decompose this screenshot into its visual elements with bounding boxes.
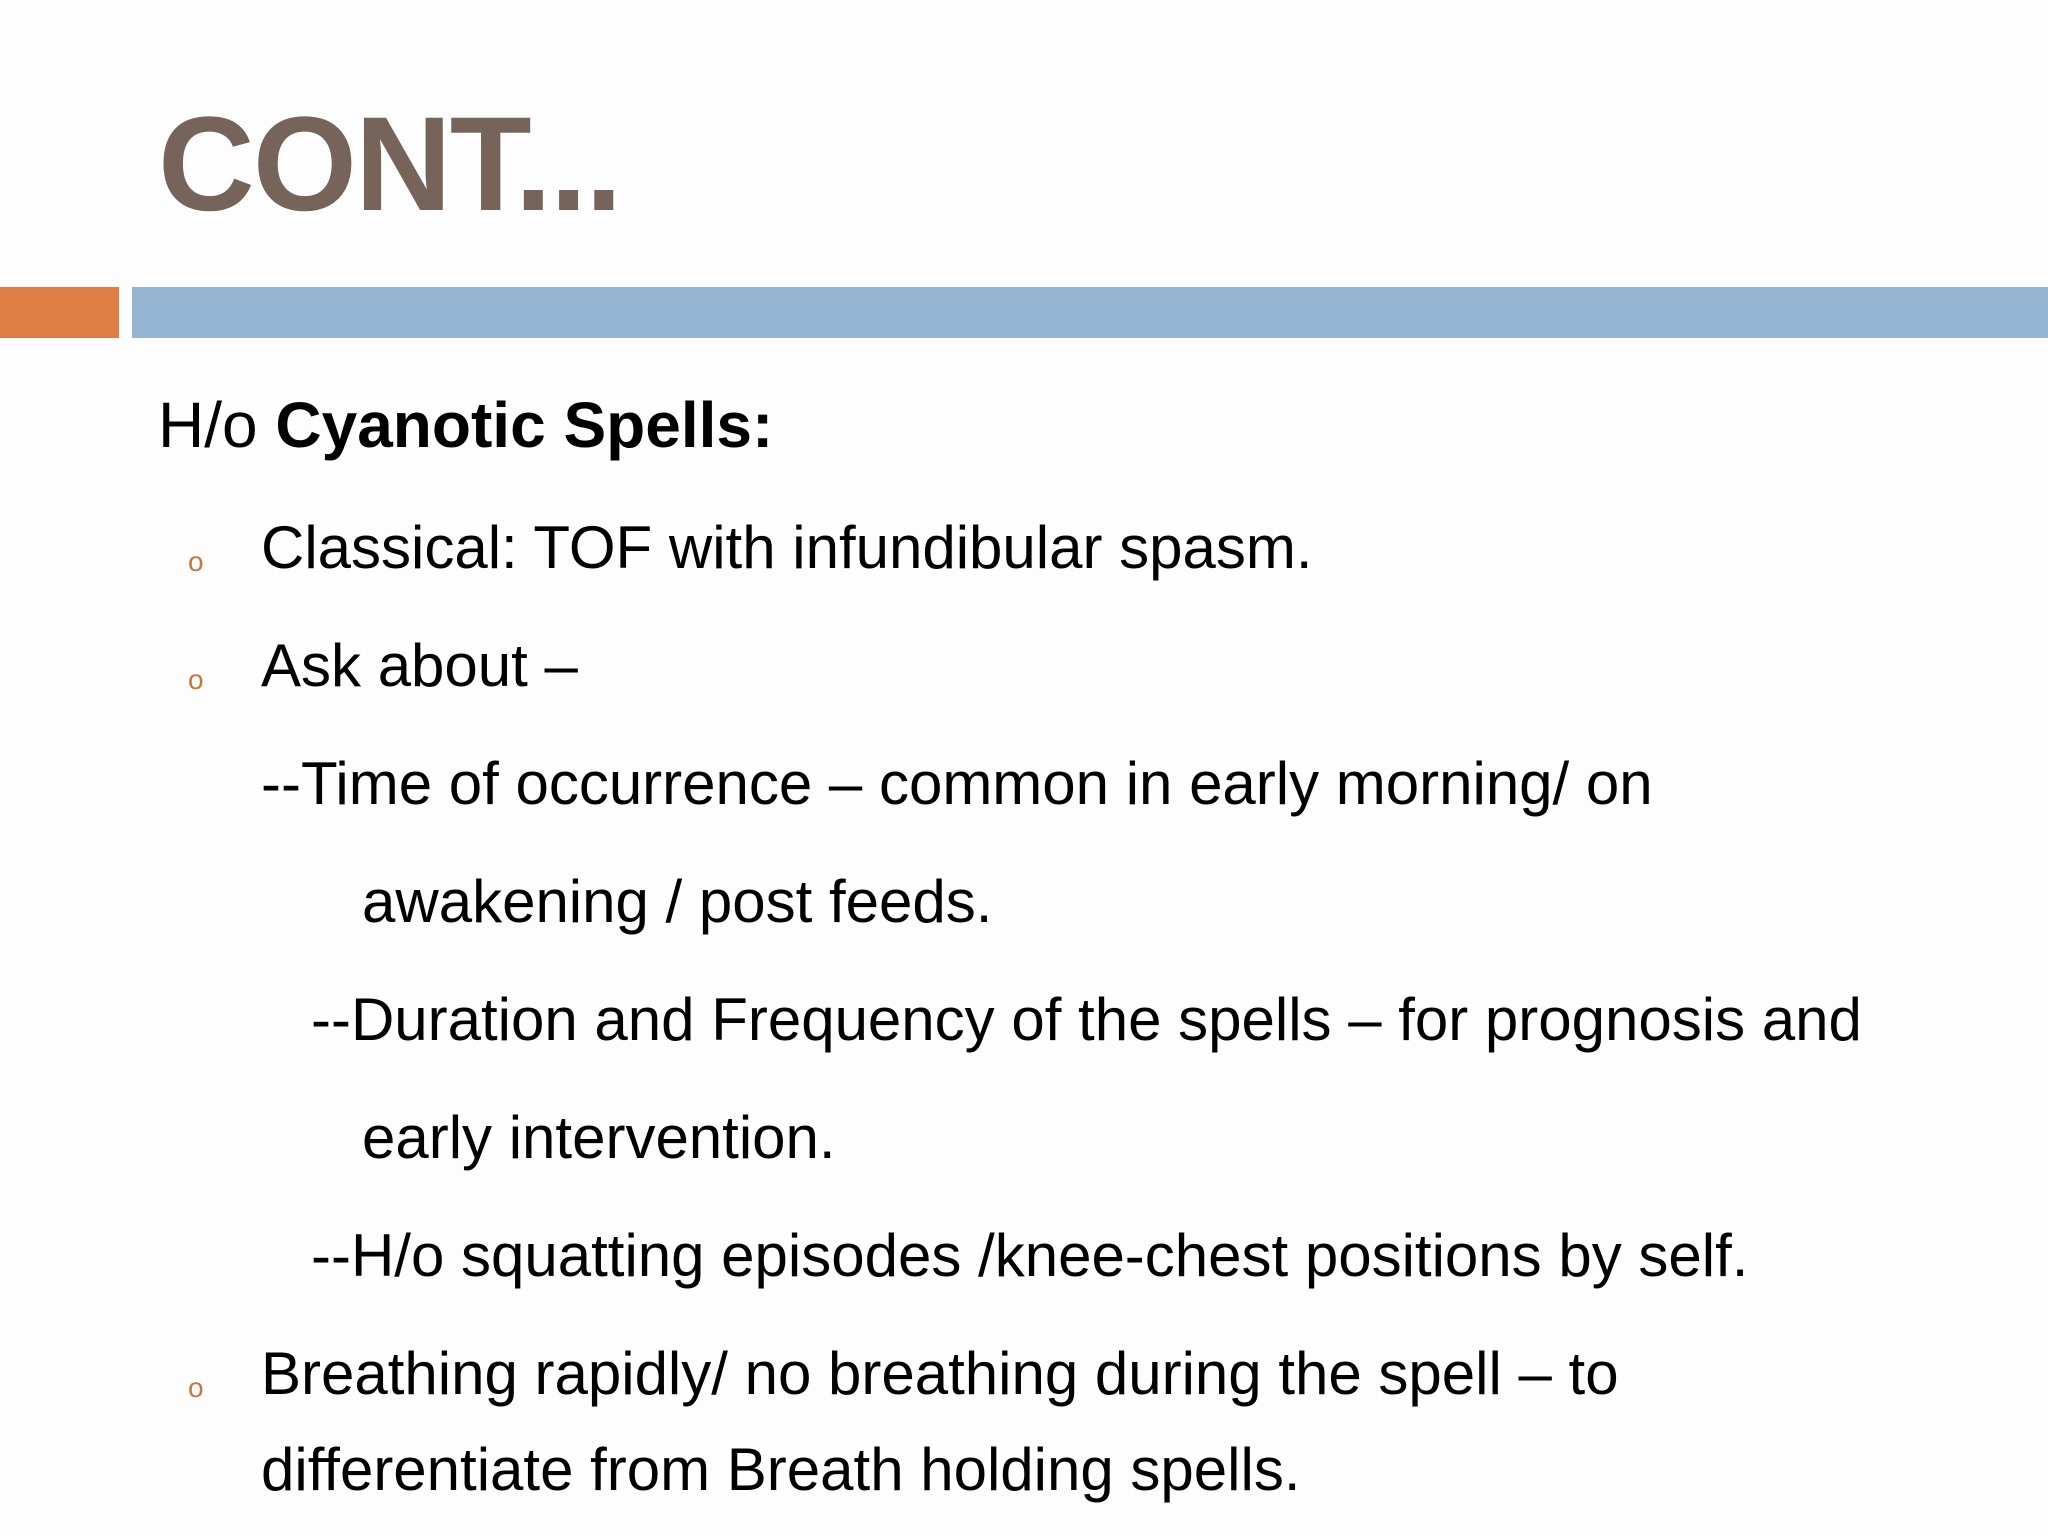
sub-item-duration-continuation: early intervention. [362, 1104, 836, 1171]
bullet-item-breathing: Breathing rapidly/ no breathing during the spell – to [261, 1340, 1619, 1407]
sub-item-squatting: --H/o squatting episodes /knee-chest positions by self. [311, 1222, 1749, 1289]
bullet-item-breathing-continuation: differentiate from Breath holding spells. [261, 1436, 1301, 1503]
section-heading [158, 388, 773, 463]
sub-item-time-continuation: awakening / post feeds. [362, 868, 993, 935]
bullet-marker-icon: o [188, 1372, 204, 1403]
slide-title: CONT... [158, 90, 621, 239]
accent-bar-blue [132, 287, 2048, 338]
bullet-marker-icon: o [188, 546, 204, 577]
bullet-marker-icon: o [188, 664, 204, 695]
heading-bold: Cyanotic Spells: [275, 389, 774, 461]
sub-item-time-of-occurrence: --Time of occurrence – common in early morning/ on [261, 750, 1653, 817]
accent-bar-orange [0, 287, 119, 338]
bullet-item-ask-about: Ask about – [261, 632, 578, 699]
heading-prefix: H/o [158, 389, 276, 461]
bullet-item-classical: Classical: TOF with infundibular spasm. [261, 514, 1313, 581]
sub-item-duration-frequency: --Duration and Frequency of the spells – for prognosis and [311, 986, 1862, 1053]
